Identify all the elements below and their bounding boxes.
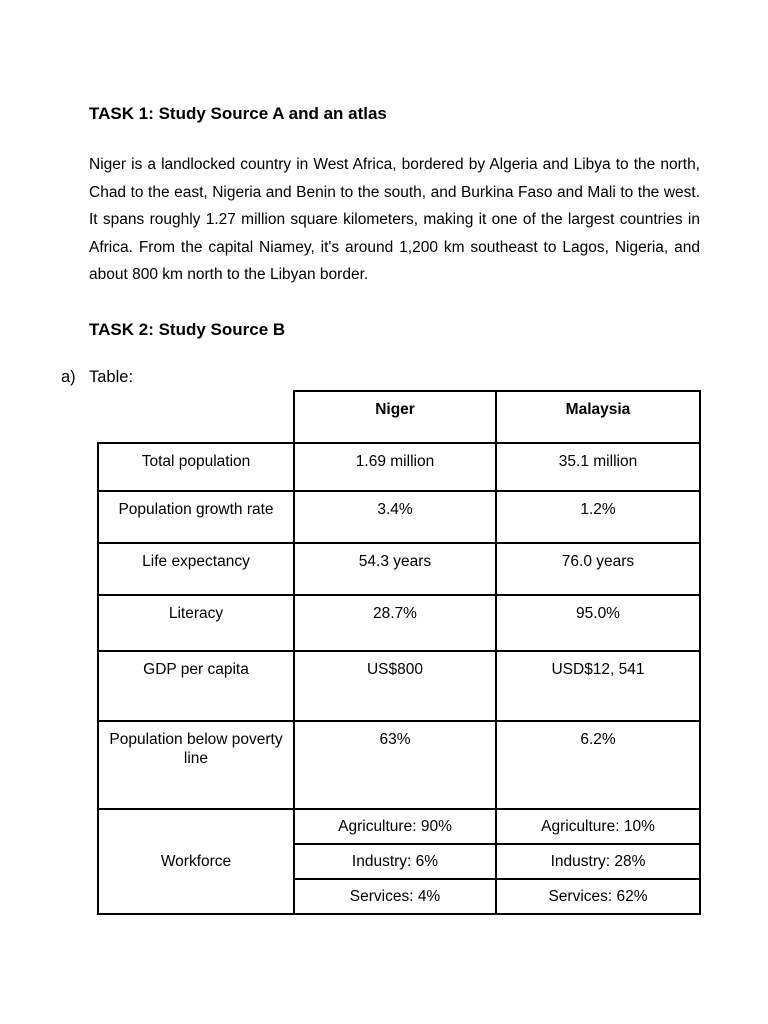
table-row bbox=[98, 443, 700, 491]
row-label: Life expectancy bbox=[98, 543, 294, 595]
table-row-workforce bbox=[98, 809, 700, 844]
row-label: Literacy bbox=[98, 595, 294, 651]
niger-value: 54.3 years bbox=[294, 543, 496, 595]
malaysia-value: USD$12, 541 bbox=[496, 651, 700, 721]
niger-value: 28.7% bbox=[294, 595, 496, 651]
subquestion-marker: a) bbox=[61, 368, 76, 386]
column-header-malaysia: Malaysia bbox=[496, 391, 700, 443]
row-label: GDP per capita bbox=[98, 651, 294, 721]
comparison-table bbox=[97, 390, 701, 915]
task1-paragraph: Niger is a landlocked country in West Africa, bordered by Algeria and Libya to the north, Chad to the east, Nigeria and Benin to the south, and Burkina Faso and Mali to the west. It spans roughly 1.27 million square kilometers, making it one of the largest countries in Africa. From the capital Niamey, it's around 1,200 km southeast to Lagos, Nigeria, and about 800 km north to the Libyan border. bbox=[89, 156, 700, 283]
malaysia-workforce-agriculture: Agriculture: 10% bbox=[496, 809, 700, 844]
malaysia-value: 76.0 years bbox=[496, 543, 700, 595]
workforce-label: Workforce bbox=[98, 809, 294, 914]
task2-heading: TASK 2: Study Source B bbox=[89, 320, 286, 339]
table-row bbox=[98, 651, 700, 721]
column-header-niger: Niger bbox=[294, 391, 496, 443]
row-label: Total population bbox=[98, 443, 294, 491]
niger-workforce-agriculture: Agriculture: 90% bbox=[294, 809, 496, 844]
table-header-row bbox=[98, 391, 700, 443]
malaysia-workforce-services: Services: 62% bbox=[496, 879, 700, 914]
table-row bbox=[98, 721, 700, 809]
niger-workforce-industry: Industry: 6% bbox=[294, 844, 496, 879]
malaysia-workforce-industry: Industry: 28% bbox=[496, 844, 700, 879]
table-row bbox=[98, 543, 700, 595]
malaysia-value: 35.1 million bbox=[496, 443, 700, 491]
niger-value: US$800 bbox=[294, 651, 496, 721]
malaysia-value: 6.2% bbox=[496, 721, 700, 809]
subquestion-a bbox=[61, 367, 133, 387]
header-blank-cell bbox=[98, 391, 294, 443]
niger-value: 3.4% bbox=[294, 491, 496, 543]
malaysia-value: 1.2% bbox=[496, 491, 700, 543]
niger-value: 63% bbox=[294, 721, 496, 809]
niger-workforce-services: Services: 4% bbox=[294, 879, 496, 914]
malaysia-value: 95.0% bbox=[496, 595, 700, 651]
task1-heading: TASK 1: Study Source A and an atlas bbox=[89, 104, 387, 123]
subquestion-label: Table: bbox=[89, 368, 134, 386]
row-label: Population below poverty line bbox=[98, 721, 294, 809]
table-row bbox=[98, 491, 700, 543]
niger-value: 1.69 million bbox=[294, 443, 496, 491]
row-label: Population growth rate bbox=[98, 491, 294, 543]
table-row bbox=[98, 595, 700, 651]
